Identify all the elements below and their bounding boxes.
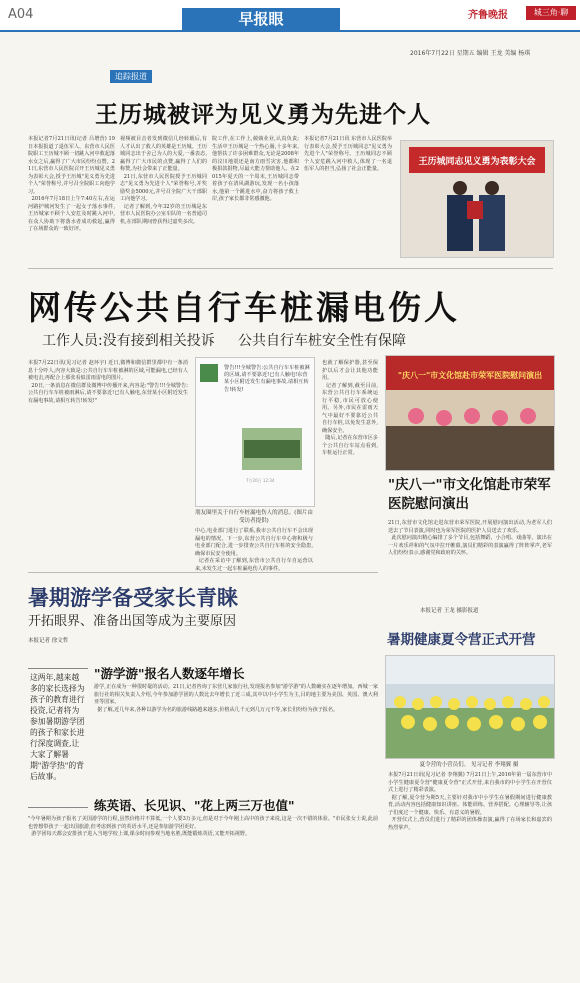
edition-badge: 城三角·聊 bbox=[526, 6, 576, 20]
headline-wang: 王历城被评为见义勇为先进个人 bbox=[95, 102, 431, 128]
subheadline-bike-b: 公共自行车桩安全性有保障 bbox=[238, 333, 406, 349]
subhead-enrollment: "游学游"报名人数逐年增长 bbox=[94, 666, 245, 681]
article4-byline: 本报记者 王龙 摄影报道 bbox=[420, 608, 479, 614]
editor-note: 这两年,越来越多的家长选择为孩子的教育进行投资,记者将为参加暑期游学团的孩子和家长进行深度调查,让大家了解暑期"游学热"的背后故事。 bbox=[30, 673, 85, 781]
article1-col3: 院工作,在工作上,兢兢业业,认真负责;生活中王历城是一个热心肠,十多年来,他帮扶了许多困难群众,无论是2008年的汶川地震还是南方雨雪灾害,他都积极捐款捐物,尽最大能力帮助他人。在2015年夏天的一个周末,王历城同志带着孩子在清风湖游玩,发现一名小孩落水,他第一个跳进水中,奋力将孩子救上岸,孩子家长都非常感激他。 bbox=[212, 136, 299, 202]
paper-logo: 齐鲁晚报 bbox=[468, 10, 508, 21]
award-photo-illustration bbox=[401, 141, 553, 257]
dateline: 2016年7月22日 星期五 编辑 王龙 美编 杨琪 bbox=[410, 50, 531, 57]
subheadline-study-tour: 开拓眼界、准备出国等成为主要原因 bbox=[28, 614, 237, 629]
article2-col2: 中心,电业部门进行了联系,我市公共自行车不会出现漏电的情况。下一步,东营公共自行车中心将积极与电业部门配合,进一步排查公共自行车桩的安全隐患,确保市民安全使用。 记者在采访中了解到,东营市公共自行车自运营以来,未发生过一起车桩漏电伤人的事件。 bbox=[195, 528, 313, 572]
article3-byline: 本报记者 徐文哲 bbox=[28, 638, 69, 644]
camp-photo-illustration bbox=[386, 656, 554, 758]
article2-col3: 也就了解保护器,甚至保护以后才会让其他功能用。 记者了解到,截至目前,东营公共自行车系统运行平稳,市民可放心使用。另外,市民在雷雨天气中最好不要靠近公共自行车桩,以免发生意外,确保安全。 随后,记者在东营市区多个公共自行车站点看到,车桩运行正常。 bbox=[322, 360, 378, 456]
photo-banner-text: 王历城同志见义勇为表彰大会 bbox=[418, 157, 536, 167]
article3-text-b: "今年暑期为孩子报名了美国游学的行程,虽然价格并不算低,一个人要3万多元,但是对于今年刚上高中的孩子来说,这是一次不错的体验。"市民张女士说,此前也曾想带孩子一起出国旅游,但考虑到孩子的英语水平,还是参加游学团更好。 游学团每天都会安排孩子进入当地学校上课,课余时间参观当地名胜,既能锻炼英语,又能开拓视野。 bbox=[28, 816, 378, 837]
headline-culture: "庆八一"市文化馆赴市荣军医院慰问演出 bbox=[388, 477, 551, 512]
phone-caption: 朋友圈里关于自行车桩漏电伤人的消息。(图片由受访者提供) bbox=[195, 510, 313, 524]
section-tab[interactable]: 早报眼 bbox=[182, 8, 340, 30]
performance-photo bbox=[385, 355, 555, 471]
award-photo bbox=[400, 140, 554, 258]
kicker-label: 追踪报道 bbox=[110, 70, 152, 83]
article3-text-a: 游学,正在成为一种很时髦的活动。21日,记者咨询了东营几家旅行社,发现报名参加"游学游"的人数确实在逐年增加。西城一家旅行社的相关负责人介绍,今年参加游学团的人数比去年增长了近三成,其中以中小学生为主,目的地主要为美国、英国、澳大利亚等国家。 据了解,近几年来,各种以游学为名的旅游线路越来越多,价格从几千元到几万元不等,家长们纷纷为孩子报名。 bbox=[94, 684, 378, 713]
article1-col4: 本报记者7月21日讯 东营市人民医院举行表彰大会,授予王历城同志"见义勇为先进个人"荣誉称号。王历城同志不顾个人安危跳入河中救人,体现了一名退伍军人的担当,弘扬了社会正能量。 bbox=[304, 136, 392, 172]
svg-text:7月20日 12:34: 7月20日 12:34 bbox=[246, 478, 275, 483]
article5-text: 本报7月21日讯(见习记者 李翔翼) 7月21日上午,2016年第一届东营市中小学生健康夏令营"健康夏令营"正式开营,来自我市的中小学生在开营仪式上进行了精彩表演。 据了解,夏令营为期5天,主要针对我市中小学生在暑假期间进行健康教育,活动内容包括健康知识讲座、体能训练、营养搭配、心理辅导等,让孩子们度过一个健康、快乐、有意义的暑假。 开营仪式上,营员们进行了精彩的团体操表演,赢得了在场家长和嘉宾的热烈掌声。 bbox=[388, 772, 552, 831]
performance-banner-text: "庆八一"市文化馆赴市荣军医院慰问演出 bbox=[397, 371, 543, 380]
performance-photo-illustration bbox=[386, 356, 554, 470]
headline-bike: 网传公共自行车桩漏电伤人 bbox=[28, 288, 460, 327]
subhead-english: 练英语、长见识、"花上两三万也值" bbox=[94, 798, 295, 813]
article4-text: 21日,东营市文化馆走进东营市荣军医院,开展慰问演出活动,为老军人们送去了节目表演,同时也为荣军医院的医护人员送去了欢乐。 此次慰问演出精心编排了多个节目,包括舞蹈、小合唱、戏曲等。演出在一片欢乐祥和的气氛中拉开帷幕,演员们精彩的表演赢得了阵阵掌声,老军人们纷纷表示,感谢党和政府的关怀。 bbox=[388, 520, 552, 556]
section-divider-1 bbox=[28, 268, 553, 269]
page-number: A04 bbox=[8, 7, 34, 22]
camp-caption: 夏令营的小营员们。 见习记者 李翔翼 摄 bbox=[419, 762, 519, 768]
subheadline-bike-a: 工作人员:没有接到相关投诉 bbox=[42, 333, 215, 349]
article1-col1: 本报记者7月21日讯(记者 吕增营) 19日本报报道了退伍军人、东营市人民医院职工王历城不顾一切跳入河中救起落水女之后,赢得了广大市民纷纷点赞。21日,东营市人民医院召开王历城见义勇为表彰大会,授予王历城"见义勇为先进个人"荣誉称号,并号召全院职工向他学习。 2016年7月18日上午7:40左右,在运河路护城河发生了一起女子落水事件,王历城家不顾个人安危及时跳入河中,在众人协助下将落水者成功救起,赢得了在场群众的一致好评。 bbox=[28, 136, 115, 232]
headline-study-tour: 暑期游学备受家长青睐 bbox=[28, 586, 238, 610]
phone-post-text: 警告!!!全城警告:公共自行车车桩被淋的区域,请不要靠近!已有人触电!东营某小区附近发生有漏电事故,请相互转告!转发! bbox=[224, 365, 310, 393]
camp-photo bbox=[385, 655, 555, 759]
headline-camp: 暑期健康夏令营正式开营 bbox=[387, 632, 536, 648]
article1-col2: 视频被目击者发到微信几经转载后,有人才认出了救人的英雄是王历城。王历城同志出于舍己为人的大爱,一番表态,赢得了广大市民的点赞,赢得了人们的称赞,为社会带来了正能量。 21日,东营市人民医院授予王历城同志"见义勇为先进个人"荣誉称号,并奖励奖金5000元,并号召全院广大干部职工向他学习。 记者了解到,今年32岁的王历城是东营市人民医院办公室车队的一名普通司机,在部队期间曾获得过嘉奖多次。 bbox=[120, 136, 207, 225]
section-divider-2 bbox=[28, 572, 378, 573]
article2-col1: 本报7月22日讯(见习记者 赵环宇) 近日,微博和微信群里都中有一条消息十分吓人,内容大致是:公共自行车车桩被淋的区域,可能漏电,已经有人被电击,再配合上那张看似雷雨雷电的图片。 20日,一条消息在微信群及微博中传播开来,内容是:"警告!!!全城警告:公共自行车车桩被雨淋后,请不要靠近!已有人触电,东营某小区附近发生有漏电事故,请相互转告!转发!" bbox=[28, 360, 188, 404]
